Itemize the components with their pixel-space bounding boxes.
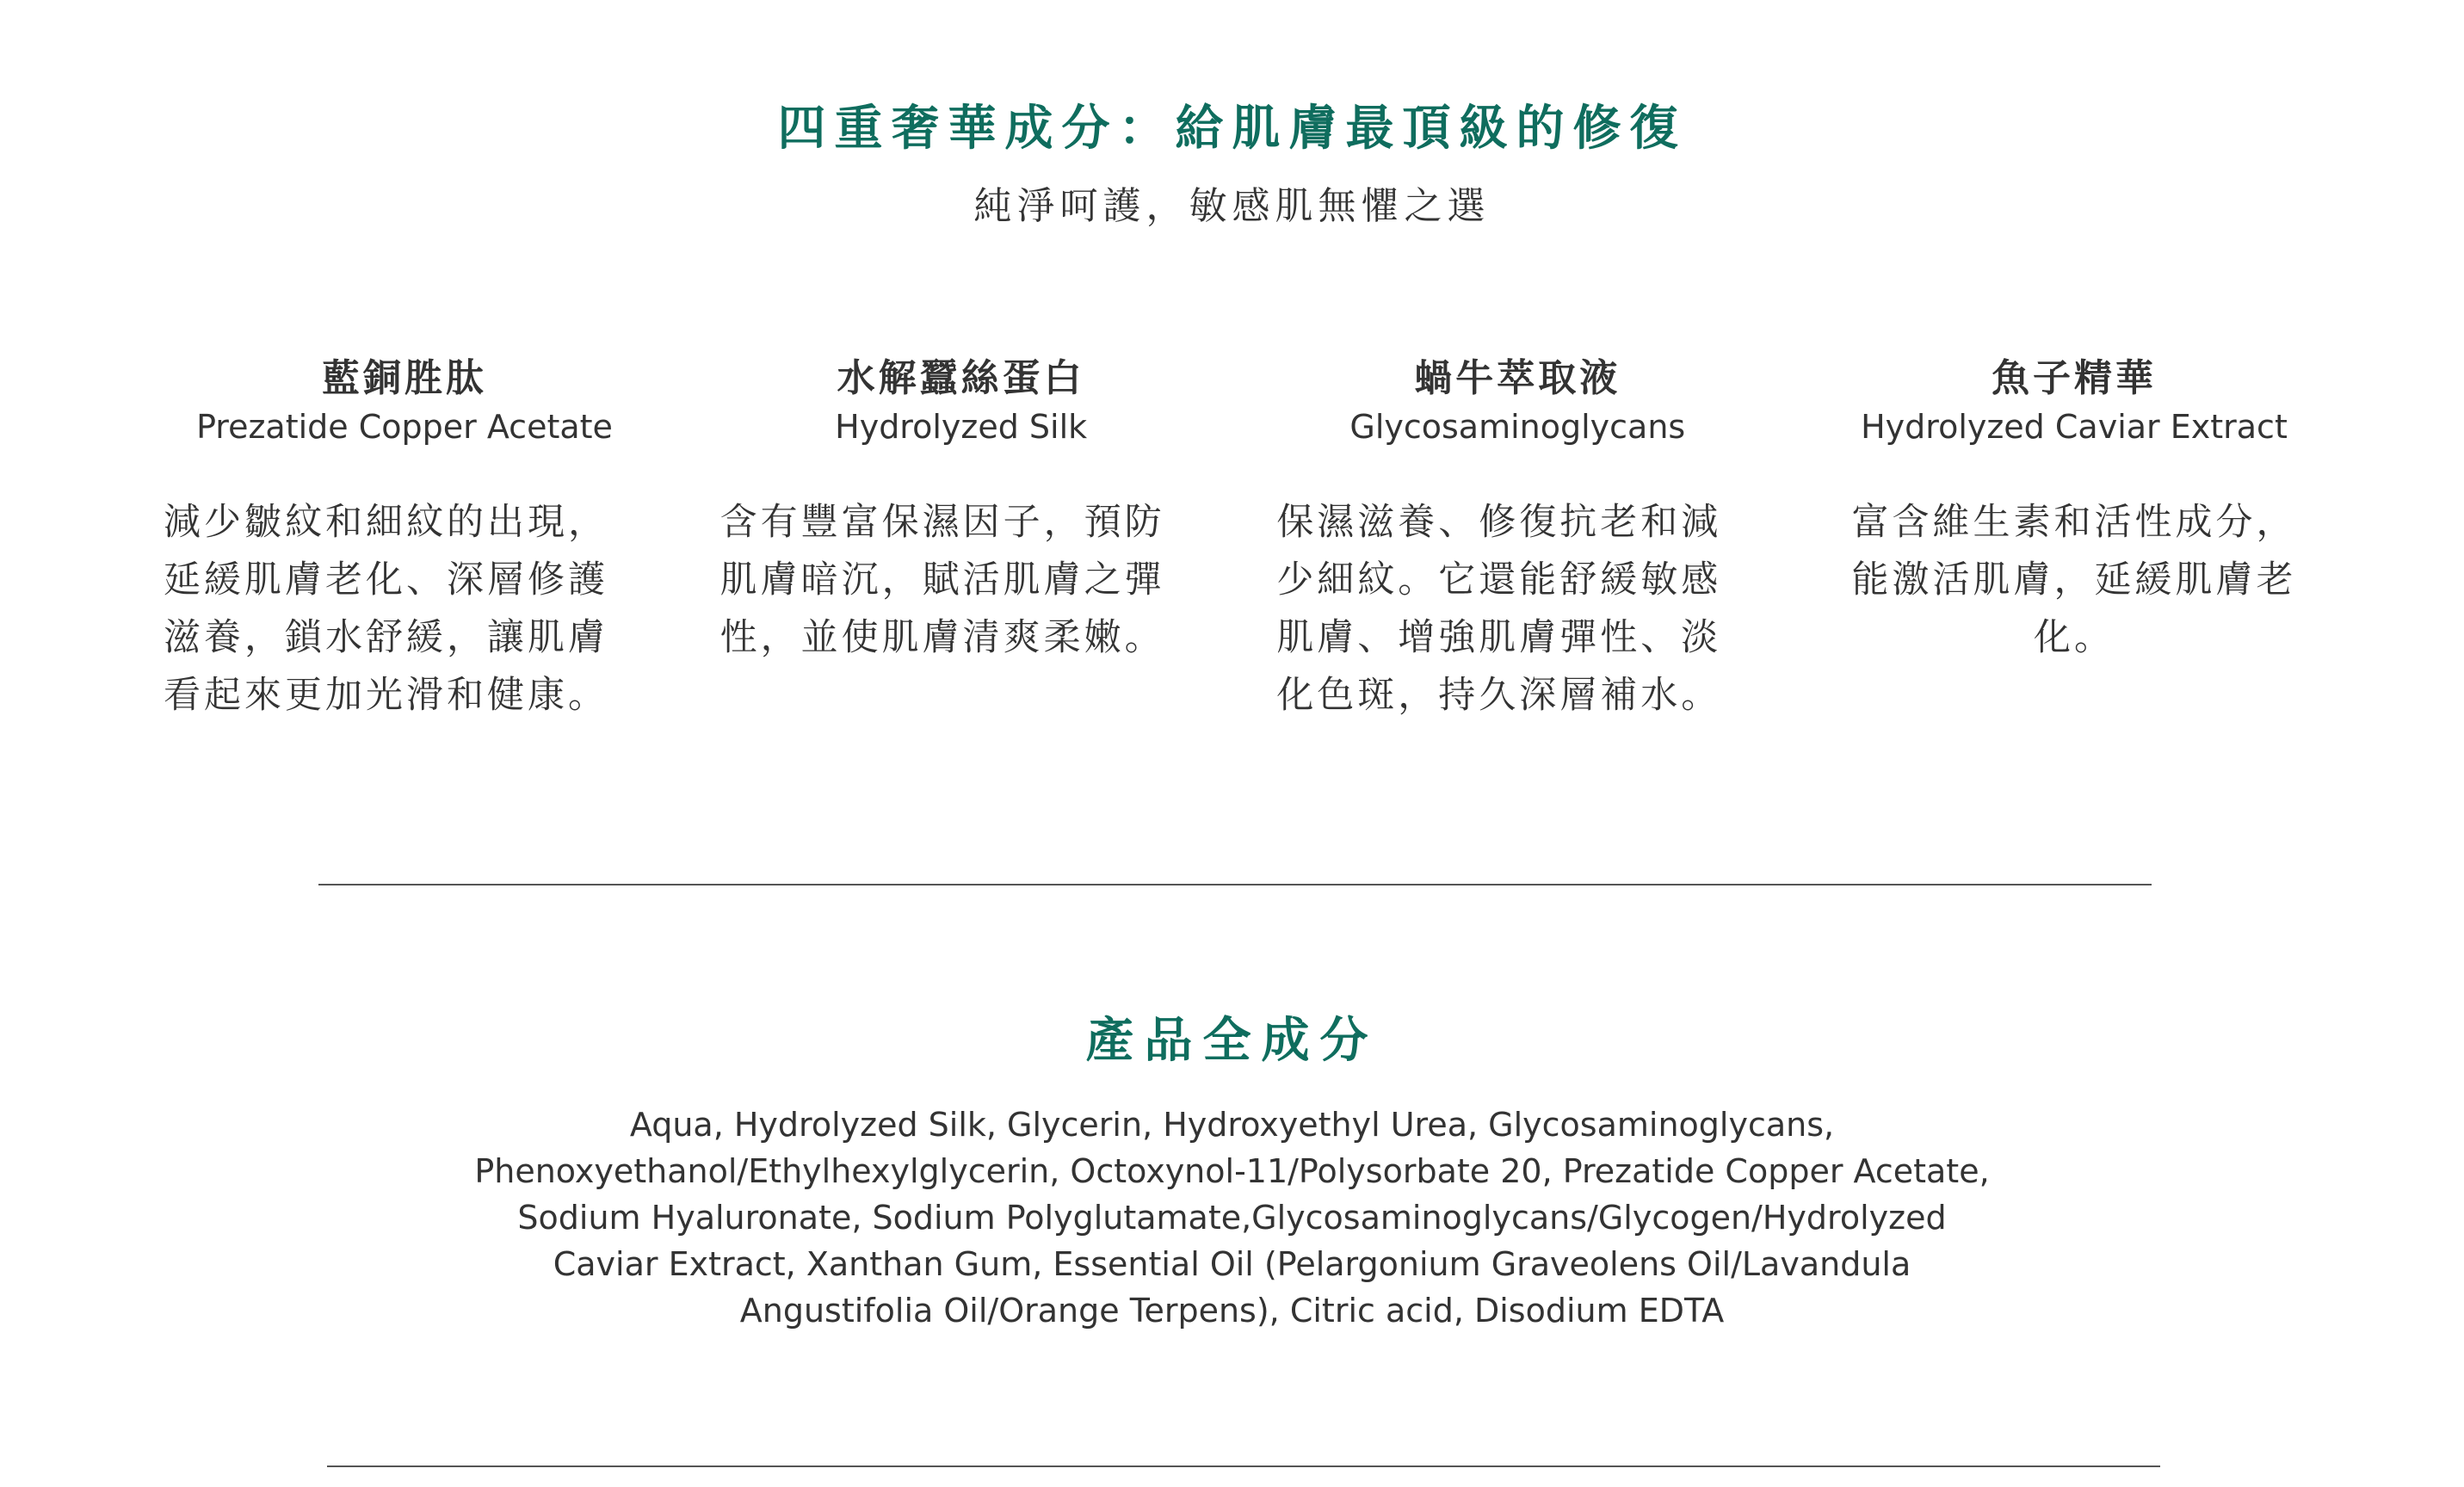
ingredient-copper-peptide	[138, 353, 671, 725]
page-subtitle: 純淨呵護，敏感肌無懼之選	[973, 184, 1491, 228]
full-ingredients-title: 產品全成分	[1085, 1013, 1379, 1069]
ingredient-grid	[138, 353, 2341, 725]
ingredient-description: 減少皺紋和細紋的出現，延緩肌膚老化、深層修護滋養，鎖水舒緩，讓肌膚看起來更加光滑和健康。	[164, 501, 608, 717]
ingredient-name-en: Prezatide Copper Acetate	[196, 408, 613, 446]
ingredient-description: 保濕滋養、修復抗老和減少細紋。它還能舒緩敏感肌膚、增強肌膚彈性、淡化色斑，持久深層補水。	[1276, 501, 1722, 717]
full-ingredients-text: Aqua, Hydrolyzed Silk, Glycerin, Hydroxyethyl Urea, Glycosaminoglycans, Phenoxyethanol/Ethylhexylglycerin, Octoxynol-11/Polysorbate 20, Prezatide Copper Acetate, Sodium Hyaluronate, Sodium Polyglutamate,Glycosaminoglycans/Glycogen/Hydrolyzed Caviar Extract, Xanthan Gum, Essential Oil (Pelargonium Graveolens Oil/Lavandula Angustifolia Oil/Orange Terpens), Citric acid, Disodium EDTA	[474, 1106, 1990, 1330]
page-title: 四重奢華成分：給肌膚最頂級的修復	[777, 101, 1687, 157]
section-divider	[318, 884, 2152, 885]
ingredient-name-en: Glycosaminoglycans	[1349, 408, 1686, 446]
ingredient-description: 富含維生素和活性成分，能激活肌膚，延緩肌膚老化。	[1851, 501, 2297, 659]
page-header	[0, 95, 2464, 232]
full-ingredients-section	[0, 1007, 2464, 1334]
section-divider-bottom	[327, 1465, 2160, 1467]
ingredient-name-zh: 水解蠶絲蛋白	[837, 356, 1085, 400]
ingredient-caviar-extract	[1807, 353, 2341, 725]
ingredient-hydrolyzed-silk	[695, 353, 1228, 725]
ingredient-snail-extract	[1251, 353, 1784, 725]
ingredient-name-zh: 蝸牛萃取液	[1414, 356, 1621, 400]
ingredient-name-zh: 藍銅胜肽	[322, 356, 487, 400]
ingredient-name-en: Hydrolyzed Silk	[835, 408, 1088, 446]
ingredient-name-zh: 魚子精華	[1991, 356, 2157, 400]
ingredient-name-en: Hydrolyzed Caviar Extract	[1861, 408, 2288, 446]
ingredient-description: 含有豐富保濕因子，預防肌膚暗沉，賦活肌膚之彈性，並使肌膚清爽柔嫩。	[719, 501, 1165, 659]
